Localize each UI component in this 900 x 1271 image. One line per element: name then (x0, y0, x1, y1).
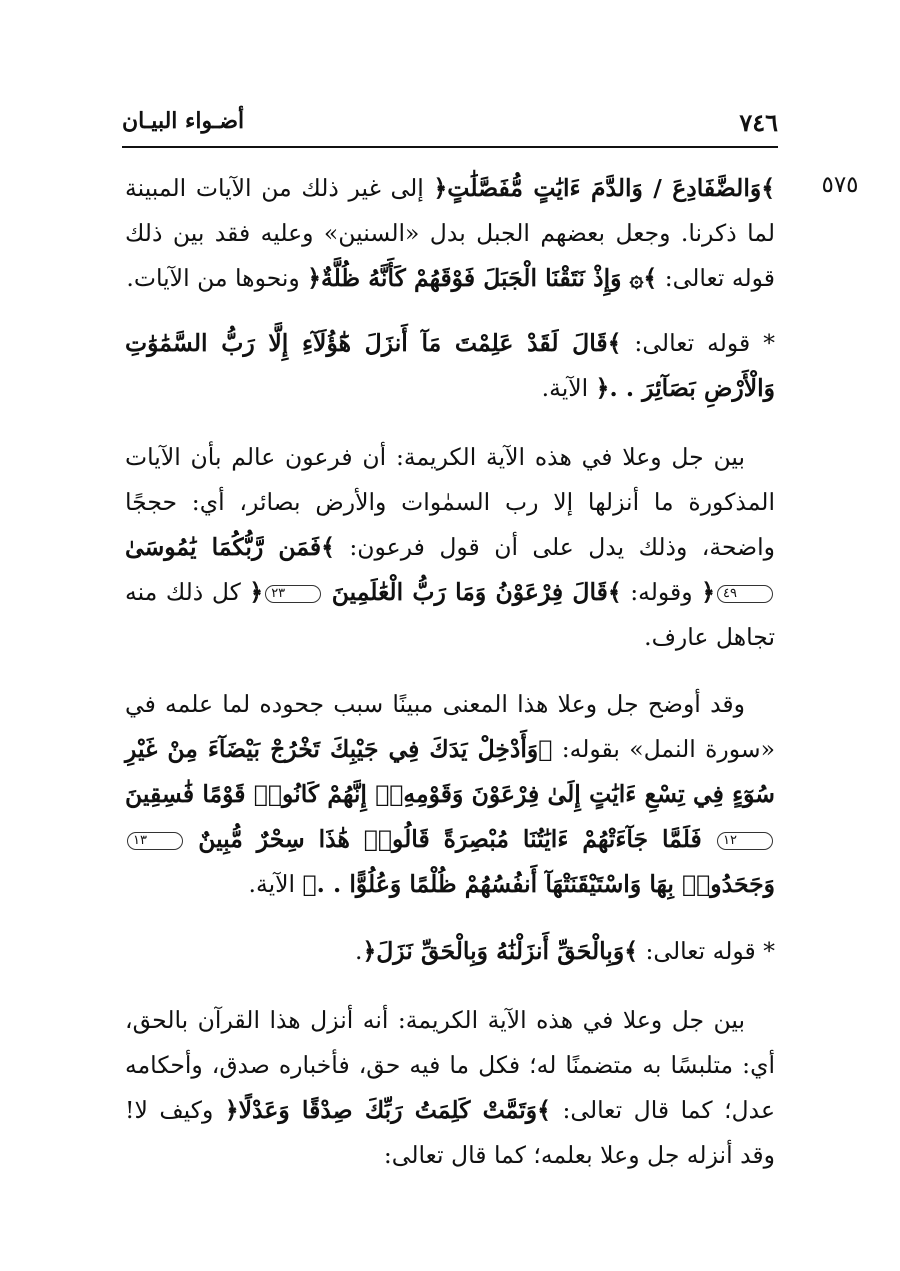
paragraph-text: كل ذلك منه تجاهل عارف. (125, 578, 775, 651)
bracket-close: ﴿ (433, 174, 448, 202)
quran-verse: وَتَمَّتْ كَلِمَتُ رَبِّكَ صِدْقًا وَعَدْلًا (238, 1096, 538, 1124)
heading-lead: قوله تعالى: (634, 329, 751, 357)
bracket-open: ﴾ (538, 735, 553, 763)
quran-verse: وَجَحَدُوا۟ بِهَا وَاسْتَيْقَنَتْهَآ أَنفُسُهُمْ ظُلْمًا وَعُلُوًّا . . (316, 870, 775, 898)
page-number: ٧٤٦ (739, 108, 778, 137)
ayah-number-marker: ٤٩ (717, 585, 773, 603)
page-header (122, 104, 778, 146)
heading-star: * (763, 937, 775, 965)
bracket-close: ﴿ (701, 578, 715, 606)
paragraph-text: الآية. (248, 870, 296, 898)
paragraph-3 (125, 682, 775, 907)
bracket-close: ﴿ (249, 578, 264, 606)
paragraph-text: ونحوها من الآيات. (126, 264, 300, 292)
section-heading-2 (125, 929, 775, 974)
quran-verse: قَالَ لَقَدْ عَلِمْتَ مَآ أَنزَلَ هَٰٓؤُلَآءِ إِلَّا رَبُّ السَّمَٰوَٰتِ وَالْأَرْضِ بَصَآئِرَ . . (125, 329, 775, 402)
paragraph-text: وكيف لا! وقد أنزله جل وعلا بعلمه؛ كما قال تعالى: (125, 1096, 775, 1169)
book-title: أضـواء البيـان (122, 108, 245, 134)
bracket-close: ﴿ (224, 1096, 239, 1124)
heading-tail: . (354, 937, 363, 965)
paragraph-text: بين جل وعلا في هذه الآية الكريمة: أن فرعون عالم بأن الآيات المذكورة ما أنزلها إلا رب السمٰوات والأرض بصائر، أي: حججًا واضحة، وذلك يدل على أن قول فرعون: (125, 443, 775, 561)
margin-page-number: ٥٧٥ (821, 172, 859, 198)
quran-verse: وَأَدْخِلْ يَدَكَ فِي جَيْبِكَ تَخْرُجْ بَيْضَآءَ مِنْ غَيْرِ سُوٓءٍ فِي تِسْعِ ءَايَٰتٍ إِلَىٰ فِرْعَوْنَ وَقَوْمِهِۦٓ إِنَّهُمْ كَانُوا۟ قَوْمًا فَٰسِقِينَ (125, 735, 775, 808)
bracket-close: ﴿ (595, 374, 610, 402)
paragraph-2 (125, 435, 775, 660)
bracket-open: ﴾ (537, 1096, 551, 1124)
paragraph-text: وقوله: (630, 578, 693, 606)
ayah-number-marker: ٢٣ (265, 585, 321, 603)
header-rule (122, 146, 778, 148)
bracket-open: ﴾ (624, 937, 638, 965)
quran-verse: ۞ وَإِذْ نَتَقْنَا الْجَبَلَ فَوْقَهُمْ كَأَنَّهُ ظُلَّةٌ (321, 264, 644, 292)
quran-verse: فَلَمَّا جَآءَتْهُمْ ءَايَٰتُنَا مُبْصِرَةً قَالُوا۟ هَٰذَا سِحْرٌ مُّبِينٌ (198, 825, 702, 853)
paragraph-1 (125, 166, 775, 301)
bracket-close: ﴿ (307, 264, 322, 292)
bracket-open: ﴾ (321, 533, 335, 561)
page-body (125, 166, 775, 1200)
quran-verse: قَالَ فِرْعَوْنُ وَمَا رَبُّ الْعَٰلَمِينَ (331, 578, 608, 606)
bracket-close: ﴿ (362, 937, 377, 965)
bracket-open: ﴾ (643, 264, 658, 292)
quran-verse: وَالضَّفَادِعَ / وَالدَّمَ ءَايَٰتٍ مُّفَصَّلَٰتٍ (447, 174, 762, 202)
bracket-open: ﴾ (607, 578, 622, 606)
paragraph-text: بين جل وعلا في هذه الآية الكريمة: أنه أنزل هذا القرآن بالحق، أي: متلبسًا به متضمنًا له؛ فكل ما فيه حق، فأخباره صدق، وأحكامه عدل؛ كما قال تعالى: (125, 1006, 775, 1124)
paragraph-4 (125, 998, 775, 1178)
bracket-open: ﴾ (607, 329, 622, 357)
ayah-number-marker: ١٢ (717, 832, 773, 850)
heading-lead: قوله تعالى: (645, 937, 756, 965)
heading-tail: الآية. (541, 374, 589, 402)
ayah-number-marker: ١٣ (127, 832, 183, 850)
quran-verse: وَبِالْحَقِّ أَنزَلْنَٰهُ وَبِالْحَقِّ نَزَلَ (376, 937, 625, 965)
bracket-open: ﴾ (761, 174, 775, 202)
paragraph-text: إلى غير ذلك من الآيات المبينة لما ذكرنا. وجعل بعضهم الجبل بدل «السنين» وعليه فقد بين ذلك قوله تعالى: (125, 174, 775, 292)
heading-star: * (763, 329, 775, 357)
quran-verse: فَمَن رَّبُّكُمَا يَٰمُوسَىٰ (125, 533, 322, 561)
section-heading-1 (125, 321, 775, 411)
bracket-close: ﴿ (302, 870, 317, 898)
paragraph-text: وقد أوضح جل وعلا هذا المعنى مبينًا سبب جحوده لما علمه في «سورة النمل» بقوله: (125, 690, 775, 763)
